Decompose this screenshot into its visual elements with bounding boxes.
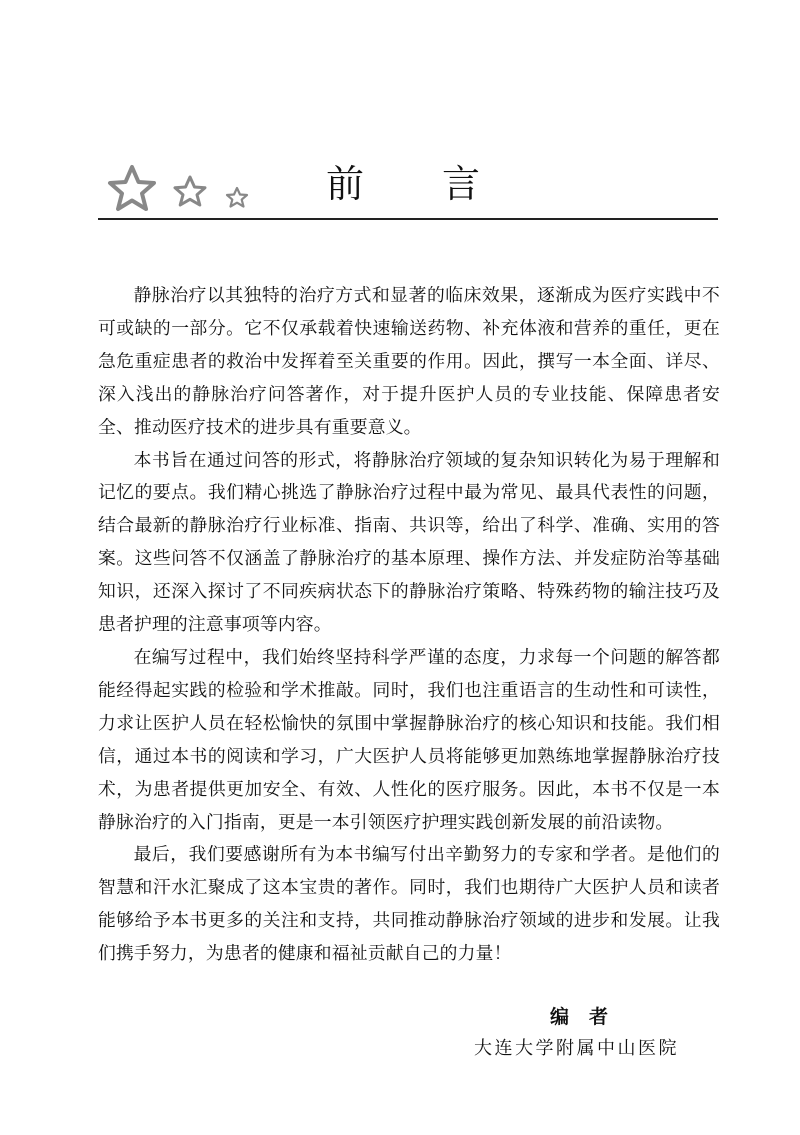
star-rating-icon [98,164,268,214]
page-title: 前言 [326,162,559,206]
star-small-icon [227,188,247,207]
paragraph-3: 在编写过程中，我们始终坚持科学严谨的态度，力求每一个问题的解答都能经得起实践的检验和学术推敲。同时，我们也注重语言的生动性和可读性，力求让医护人员在轻松愉快的氛围中掌握静脉治疗的核心知识和技能。我们相信，通过本书的阅读和学习，广大医护人员将能够更加熟练地掌握静脉治疗技术，为患者提供更加安全、有效、人性化的医疗服务。因此，本书不仅是一本静脉治疗的入门指南，更是一本引领医疗护理实践创新发展的前沿读物。 [98,646,720,833]
paragraph-1: 静脉治疗以其独特的治疗方式和显著的临床效果，逐渐成为医疗实践中不可或缺的一部分。它不仅承载着快速输送药物、补充体液和营养的重任，更在急危重症患者的救治中发挥着至关重要的作用。因此，撰写一本全面、详尽、深入浅出的静脉治疗问答著作，对于提升医护人员的专业技能、保障患者安全、推动医疗技术的进步具有重要意义。 [98,285,720,438]
preface-body [98,280,720,971]
title-divider [98,218,718,220]
star-medium-icon [175,177,205,205]
paragraph-4: 最后，我们要感谢所有为本书编写付出辛勤努力的专家和学者。是他们的智慧和汗水汇聚成了这本宝贵的著作。同时，我们也期待广大医护人员和读者能够给予本书更多的关注和支持，共同推动静脉治疗领域的进步和发展。让我们携手努力，为患者的健康和福祉贡献自己的力量！ [98,844,720,965]
paragraph-2: 本书旨在通过问答的形式，将静脉治疗领域的复杂知识转化为易于理解和记忆的要点。我们精心挑选了静脉治疗过程中最为常见、最具代表性的问题，结合最新的静脉治疗行业标准、指南、共识等，给出了科学、准确、实用的答案。这些问答不仅涵盖了静脉治疗的基本原理、操作方法、并发症防治等基础知识，还深入探讨了不同疾病状态下的静脉治疗策略、特殊药物的输注技巧及患者护理的注意事项等内容。 [98,449,720,636]
signature-role: 编者 [550,1006,629,1028]
signature-organization: 大连大学附属中山医院 [474,1038,679,1059]
star-large-icon [110,167,154,209]
chapter-header [98,150,718,222]
